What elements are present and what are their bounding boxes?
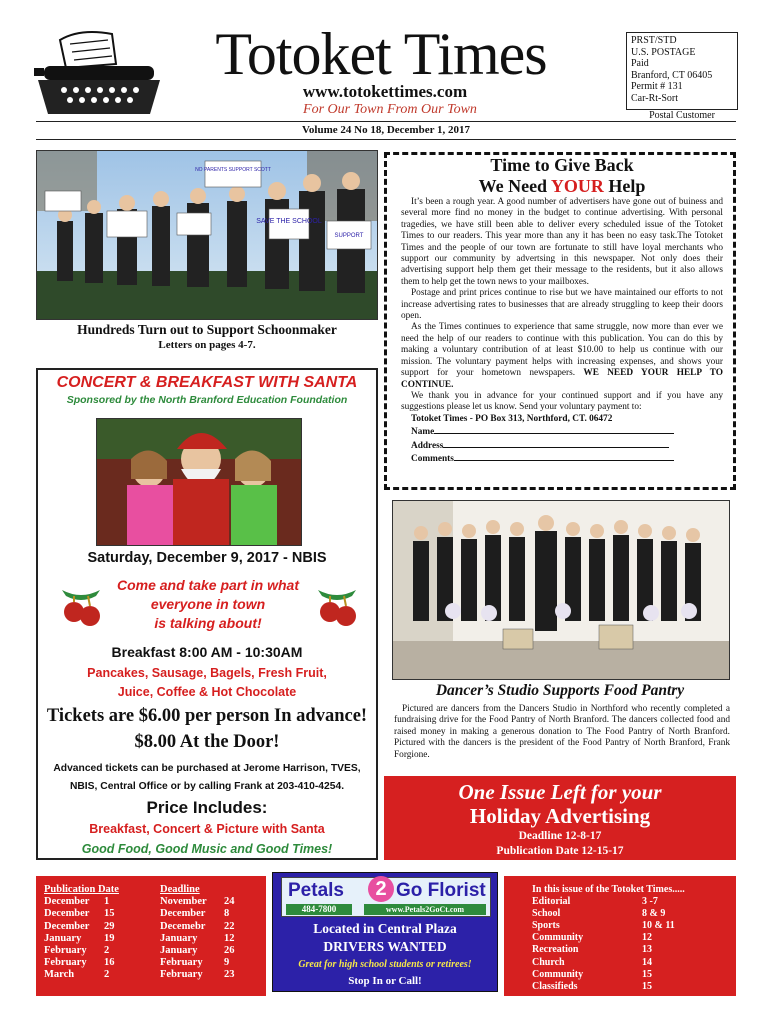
ticket-info: Advanced tickets can be purchased at Jerome Harrison, TVES, NBIS, Central Office or by calling Frank at 203-410-4254. (53, 763, 361, 792)
table-row: School 8 & 9 (532, 908, 666, 920)
divider (36, 121, 736, 122)
price-includes-heading: Price Includes: (146, 798, 268, 817)
banner-line: One Issue Left for your (458, 780, 662, 804)
concert-date: Saturday, December 9, 2017 - NBIS (87, 550, 327, 566)
masthead-slogan: For Our Town From Our Town (303, 102, 477, 117)
masthead-title: Totoket Times (215, 21, 547, 87)
postage-line: Branford, CT 06405 (631, 69, 713, 81)
give-back-paragraph: Postage and print prices continue to rise but we have maintained our efforts to not increase advertising rates to businesses that are already struggling to keep their doors open. (401, 288, 723, 322)
table-row: Editorial 3 -7 (532, 896, 658, 908)
schedule-header: Deadline (160, 884, 200, 895)
schedule-header: Publication Date (44, 884, 119, 895)
concert-invite: Come and take part in what everyone in town is talking about! (116, 577, 300, 631)
table-row: Community 15 (532, 968, 652, 980)
concert-sponsor: Sponsored by the North Branford Education Foundation (66, 394, 348, 406)
give-back-heading: Time to Give Back (490, 155, 634, 175)
rally-caption-subtitle: Letters on pages 4-7. (158, 339, 256, 351)
in-this-issue-title: In this issue of the Totoket Times..... (532, 884, 685, 895)
ornament-icon (314, 582, 360, 632)
postage-line: Permit # 131 (631, 81, 683, 93)
sign-text: NO PARENTS SUPPORT SCOTT (195, 167, 271, 173)
concert-ad (36, 368, 378, 860)
give-back-paragraph: We thank you in advance for your continued support and if you have any suggestions please let us know. Send your voluntary payment to: (401, 390, 723, 413)
concert-tagline: Good Food, Good Music and Good Times! (81, 842, 333, 856)
name-field[interactable]: Name (401, 425, 723, 438)
masthead-website[interactable]: www.totokettimes.com (302, 82, 468, 101)
concert-title: CONCERT & BREAKFAST WITH SANTA (56, 374, 358, 391)
address-field[interactable]: Address (401, 439, 723, 452)
petals-2-go-ad (272, 872, 498, 992)
petals-logo: Petals 2 Go Florist 484-7800 www.Petals2GoCt.com (281, 877, 491, 917)
dancers-article: Pictured are dancers from the Dancers Studio in Northford who recently completed a fundraising drive for the Food Pantry of North Branford. The dancers collected food and raised money in making a generous donation to The Food Pantry of North Branford. Pictured with the dancers is the president of the Food Pantry of North Branford, Frank Forgione. (394, 704, 730, 760)
in-this-issue (504, 876, 736, 996)
volume-line: Volume 24 No 18, December 1, 2017 (301, 124, 471, 136)
breakfast-menu: Pancakes, Sausage, Bagels, Fresh Fruit, Juice, Coffee & Hot Chocolate (87, 666, 327, 699)
postage-indicia (626, 32, 738, 110)
petals-phone: 484-7800 (286, 904, 352, 915)
door-price: $8.00 At the Door! (134, 732, 280, 752)
banner-line: Holiday Advertising (469, 804, 651, 828)
petals-call: Stop In or Call! (348, 975, 422, 987)
price-includes: Breakfast, Concert & Picture with Santa (89, 822, 325, 836)
table-row: December 29 Decemebr 22 (44, 920, 235, 932)
petals-note: Great for high school students or retirees! (298, 959, 472, 970)
divider (36, 139, 736, 140)
sign-text: SAVE THE SCHOOL (256, 218, 322, 225)
breakfast-time: Breakfast 8:00 AM - 10:30AM (111, 644, 303, 660)
rally-caption: Hundreds Turn out to Support Schoonmaker (77, 322, 337, 337)
table-row: Sports 10 & 11 (532, 920, 675, 932)
holiday-ad-banner (384, 776, 736, 860)
typewriter-logo (30, 22, 170, 122)
table-row: December 15 December 8 (44, 908, 230, 920)
petals-website[interactable]: www.Petals2GoCt.com (364, 904, 486, 915)
table-row: March 2 February 23 (44, 969, 235, 981)
give-back-paragraph: As the Times continues to experience that same struggle, now more than ever we need the help of our readers to continue with this publication. You can do this by making a voluntary contribution of at least $10.00 to help us continue with our mission. The voluntary payment helps with increasing expenses, and shows your support for your hometown newspapers. WE NEED YOUR HELP TO CONTINUE. (401, 322, 723, 390)
give-back-subheading: We Need YOUR Help (478, 176, 646, 196)
table-row: February 16 February 9 (44, 957, 230, 969)
petals-location: Located in Central Plaza (313, 921, 457, 936)
table-row: Church 14 (532, 956, 652, 968)
publication-schedule (36, 876, 266, 996)
postage-line: Paid (631, 58, 649, 70)
postage-line: U.S. POSTAGE (631, 46, 696, 58)
table-row: January 19 January 12 (44, 932, 235, 944)
ornament-icon (58, 582, 104, 632)
comments-field[interactable]: Comments (401, 452, 723, 465)
dancers-photo (392, 500, 730, 680)
ticket-price: Tickets are $6.00 per person In advance! (46, 706, 368, 726)
banner-deadline: Deadline 12-8-17 (518, 830, 602, 842)
postal-customer: Postal Customer (649, 110, 715, 121)
dancers-headline: Dancer’s Studio Supports Food Pantry (435, 682, 685, 699)
give-back-box (384, 152, 736, 490)
santa-photo (96, 418, 302, 546)
give-back-paragraph: It’s been a rough year. A good number of advertisers have gone out of buiness and several more find no money in the budget to continue advertising. With personal tragedies, we have still been able to deliver every scheduled issue of the Totoket Times to our readers. This year more than any it has been no easy task.The Totoket Times and the people of our town are fortunate to still have loyal merchants who support our community by advertsing in this newspaper. Not only does their advertising support help them get their message to the residents, but it also allows them to help get the town news to your mailboxes. (401, 197, 723, 287)
postage-line: PRST/STD (631, 35, 677, 46)
table-row: Classifieds 15 (532, 980, 652, 992)
banner-publication: Publication Date 12-15-17 (496, 845, 624, 857)
mailing-address: Totoket Times - PO Box 313, Northford, CT. 06472 (411, 413, 613, 424)
postage-line: Car-Rt-Sort (631, 92, 679, 104)
rally-photo (36, 150, 378, 320)
table-row: Community 12 (532, 932, 652, 944)
table-row: December 1 November 24 (44, 896, 235, 908)
table-row: February 2 January 26 (44, 945, 235, 957)
sign-text: SUPPORT (334, 233, 364, 239)
petals-drivers: DRIVERS WANTED (323, 939, 447, 954)
table-row: Recreation 13 (532, 944, 652, 956)
